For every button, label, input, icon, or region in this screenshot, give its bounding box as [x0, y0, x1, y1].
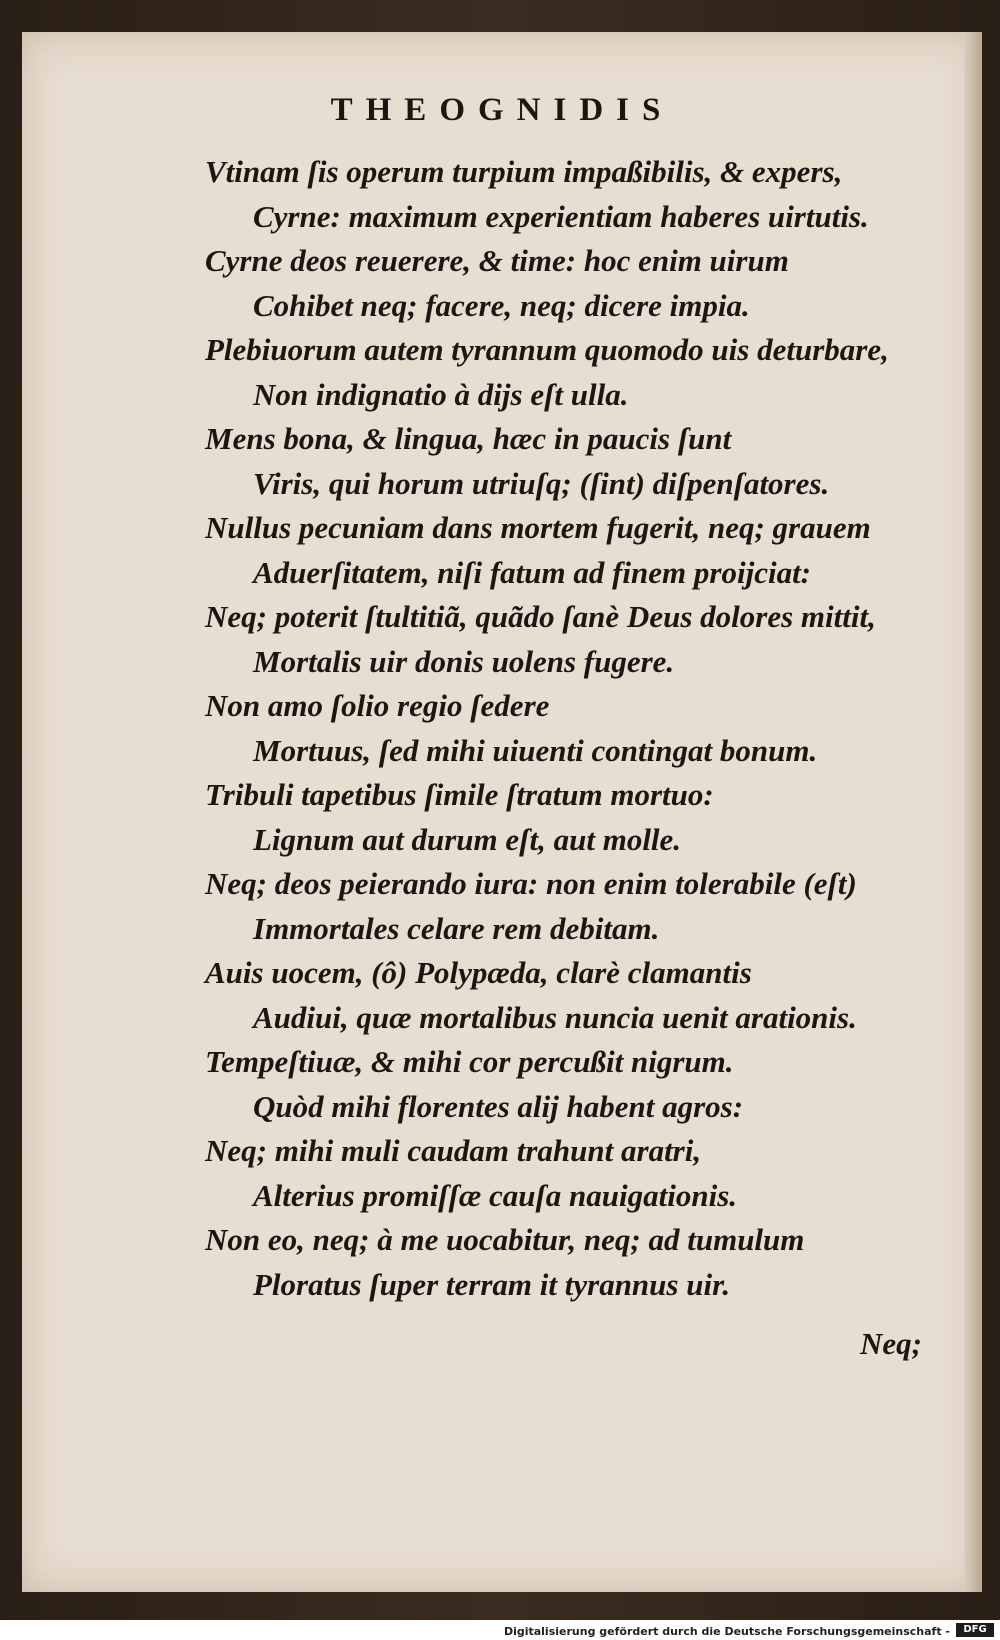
verse-line: Viris, qui horum utriuſq; (ſint) diſpenſatores.	[253, 465, 830, 501]
poem-text	[205, 150, 965, 1307]
verse-line: Mortalis uir donis uolens fugere.	[253, 643, 675, 679]
verse-line: Non amo ſolio regio ſedere	[205, 688, 550, 723]
verse-line: Tempeſtiuæ, & mihi cor percußit nigrum.	[205, 1044, 734, 1079]
verse-line: Non eo, neq; à me uocabitur, neq; ad tumulum	[205, 1222, 805, 1257]
running-head: THEOGNIDIS	[330, 92, 674, 128]
verse-line: Mortuus, ſed mihi uiuenti contingat bonum.	[253, 732, 818, 768]
verse-line: Mens bona, & lingua, hæc in paucis ſunt	[205, 421, 732, 456]
verse-line: Ploratus ſuper terram it tyrannus uir.	[253, 1266, 731, 1302]
verse-line: Nullus pecuniam dans mortem fugerit, neq; grauem	[205, 510, 871, 545]
dfg-logo-icon: DFG	[956, 1623, 994, 1637]
verse-line: Neq; mihi muli caudam trahunt aratri,	[205, 1133, 702, 1168]
verse-line: Audiui, quæ mortalibus nuncia uenit arationis.	[253, 999, 857, 1035]
page-edge	[964, 32, 982, 1592]
verse-line: Lignum aut durum eſt, aut molle.	[253, 821, 682, 857]
footer-bar	[0, 1620, 1000, 1640]
verse-line: Auis uocem, (ô) Polypæda, clarè clamantis	[205, 955, 752, 990]
verse-line: Immortales celare rem debitam.	[253, 910, 660, 946]
verse-line: Vtinam ſis operum turpium impaßibilis, & expers,	[205, 154, 843, 189]
catchword: Neq;	[860, 1326, 922, 1361]
verse-line: Non indignatio à dijs eſt ulla.	[253, 376, 629, 412]
footer-credit: Digitalisierung gefördert durch die Deutsche Forschungsgemeinschaft -	[503, 1625, 950, 1638]
verse-line: Quòd mihi florentes alij habent agros:	[253, 1088, 744, 1124]
verse-line: Plebiuorum autem tyrannum quomodo uis deturbare,	[205, 332, 889, 367]
verse-line: Neq; deos peierando iura: non enim tolerabile (eſt)	[205, 866, 857, 901]
verse-line: Tribuli tapetibus ſimile ſtratum mortuo:	[205, 777, 714, 812]
verse-line: Aduerſitatem, niſi fatum ad finem proijciat:	[253, 554, 811, 590]
verse-line: Cyrne deos reuerere, & time: hoc enim uirum	[205, 243, 789, 278]
verse-line: Cohibet neq; facere, neq; dicere impia.	[253, 287, 750, 323]
verse-line: Cyrne: maximum experientiam haberes uirtutis.	[253, 198, 869, 234]
book-page	[22, 32, 982, 1592]
verse-line: Alterius promiſſæ cauſa nauigationis.	[253, 1177, 738, 1213]
verse-line: Neq; poterit ſtultitiã, quãdo ſanè Deus dolores mittit,	[205, 599, 876, 634]
